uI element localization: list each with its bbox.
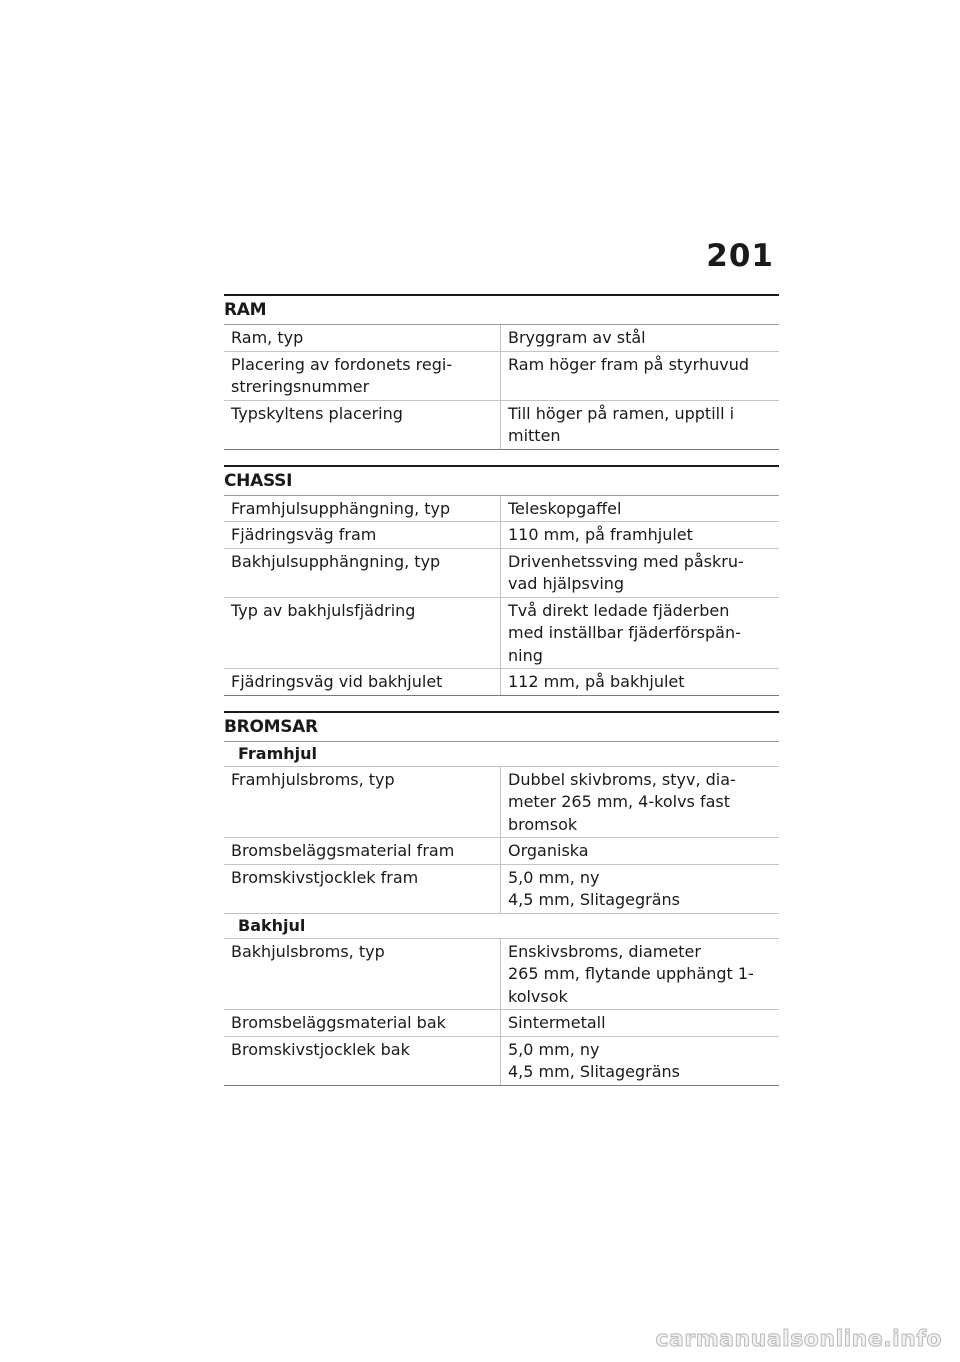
spec-row [224, 838, 779, 865]
spec-row [224, 401, 779, 450]
spec-label: Bakhjulsupphängning, typ [224, 549, 501, 597]
spec-row [224, 352, 779, 401]
spec-value: 5,0 mm, ny 4,5 mm, Slitagegräns [508, 867, 681, 909]
watermark: carmanualsonline.info [655, 1327, 942, 1352]
section-chassi [224, 465, 779, 696]
section-bromsar [224, 711, 779, 1086]
spec-label: Fjädringsväg fram [224, 522, 501, 548]
section-title: BROMSAR [224, 713, 779, 742]
spec-label: Bakhjulsbroms, typ [224, 939, 501, 1010]
page-number: 201 [706, 238, 774, 274]
spec-value: Ram höger fram på styrhuvud [508, 354, 749, 374]
spec-row [224, 1010, 779, 1037]
spec-row [224, 598, 779, 670]
spec-value: Enskivsbroms, diameter 265 mm, flytande upphängt 1- kolvsok [508, 941, 754, 1006]
spec-value: Teleskopgaffel [508, 498, 622, 518]
spec-value: Dubbel skivbroms, styv, dia- meter 265 mm, 4-kolvs fast bromsok [508, 769, 736, 834]
spec-label: Bromskivstjocklek fram [224, 865, 501, 913]
spec-label: Framhjulsupphängning, typ [224, 496, 501, 522]
spec-value: Till höger på ramen, upptill i mitten [508, 403, 735, 445]
spec-label: Bromsbeläggsmaterial bak [224, 1010, 501, 1036]
spec-value: 110 mm, på framhjulet [508, 525, 693, 544]
spec-value: Organiska [508, 841, 589, 860]
spec-label: Typskyltens placering [224, 401, 501, 449]
spec-label: Typ av bakhjulsfjädring [224, 598, 501, 669]
section-title: CHASSI [224, 467, 779, 496]
spec-row [224, 1037, 779, 1086]
section-ram [224, 294, 779, 450]
spec-label: Bromskivstjocklek bak [224, 1037, 501, 1085]
spec-row [224, 669, 779, 696]
spec-label: Placering av fordonets regi- streringsnummer [224, 352, 501, 400]
spec-value: Bryggram av stål [508, 328, 646, 347]
spec-value: 112 mm, på bakhjulet [508, 672, 685, 691]
spec-content [224, 294, 779, 1101]
spec-label: Fjädringsväg vid bakhjulet [224, 669, 501, 695]
section-title: RAM [224, 296, 779, 325]
spec-value: 5,0 mm, ny 4,5 mm, Slitagegräns [508, 1039, 681, 1081]
spec-row [224, 865, 779, 914]
spec-value: Två direkt ledade fjäderben med inställbar fjäderförspän- ning [508, 600, 741, 665]
spec-row [224, 549, 779, 598]
spec-row [224, 325, 779, 352]
subheading: Bakhjul [224, 914, 779, 939]
spec-label: Framhjulsbroms, typ [224, 767, 501, 838]
spec-label: Ram, typ [224, 325, 501, 351]
spec-value: Sintermetall [508, 1013, 606, 1032]
spec-row [224, 767, 779, 839]
spec-row [224, 522, 779, 549]
spec-label: Bromsbeläggsmaterial fram [224, 838, 501, 864]
spec-value: Drivenhetssving med påskru- vad hjälpsving [508, 551, 744, 593]
spec-row [224, 496, 779, 523]
spec-row [224, 939, 779, 1011]
subheading: Framhjul [224, 742, 779, 767]
